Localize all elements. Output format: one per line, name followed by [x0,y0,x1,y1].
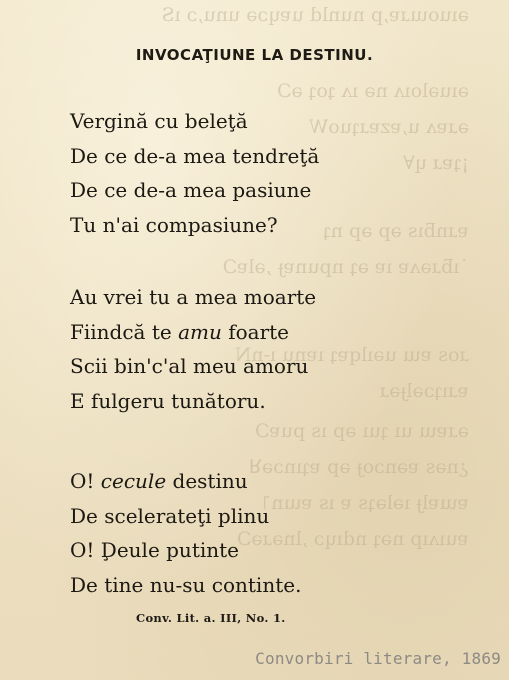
poem-text: O! [70,469,101,493]
poem-line: De scelerateţi plinu [70,503,270,528]
poem-line [70,464,301,499]
poem-text: Fiindcă te [70,319,179,344]
poem-line: De ce de-a mea pasiune [70,178,312,202]
poem-line: E fulgeru tunătoru. [70,388,266,413]
italic-word: cecule [100,469,167,493]
bleed-through-text: ǝıuoɯɹɐ,p nunld uɐɥɔǝ unu,ɔ ıS ǝıuǝloıʌ nǝ ıʌ ʇoʇ ǝƆ ǝɹɐʌ u,ɐzɐɹʇuoW ¡ʇɐɹ ɥ∀ ɐɹnƃıs ǝp ǝp nʇ ˙ıƃɹǝʌɐ ıɐ ǝʇ npunɐɟ ,ǝlɐƆ ɹos ɐɯ uǝılqɐʇ ıɐnu ı-nN ɐɹıʇɔǝlɟǝɹ ǝɹɐɯ uı ʇuı ǝp ıs puɐƆ ¿nǝs ɐǝnɔoɟ ǝp ɐʇınɔǝꓤ ɐɯɐlɟ ıǝlǝʇs ɐ ıs ɐɯn˥ ɐuıʌıp nǝʇ ndıɥɔ ,lnǝɹǝƆ [161,4,469,550]
poem-line: O! Ḑeule putinte [70,538,240,562]
stanza-2 [70,280,316,418]
source-citation: Conv. Lit. a. III, No. 1. [136,611,286,625]
image-credit-caption: Convorbiri literare, 1869 [255,649,501,668]
poem-line: De tine nu-su continte. [70,572,302,597]
poem-text: destinu [166,469,248,493]
stanza-3 [70,464,301,602]
poem-title: INVOCAŢIUNE LA DESTINU. [135,46,374,64]
poem-line: Scii bin'c'al meu amoru [70,354,309,378]
italic-word: amu [178,319,222,344]
poem-line: Tu n'ai compasiune? [70,212,278,237]
stanza-1 [70,104,319,242]
poem-text: foarte [221,319,290,344]
poem-line: Au vrei tu a mea moarte [70,285,317,309]
poem-line [70,315,316,350]
poem-line: De ce de-a mea tendreţă [70,143,320,168]
poem-line: Vergină cu beleţă [70,109,248,133]
